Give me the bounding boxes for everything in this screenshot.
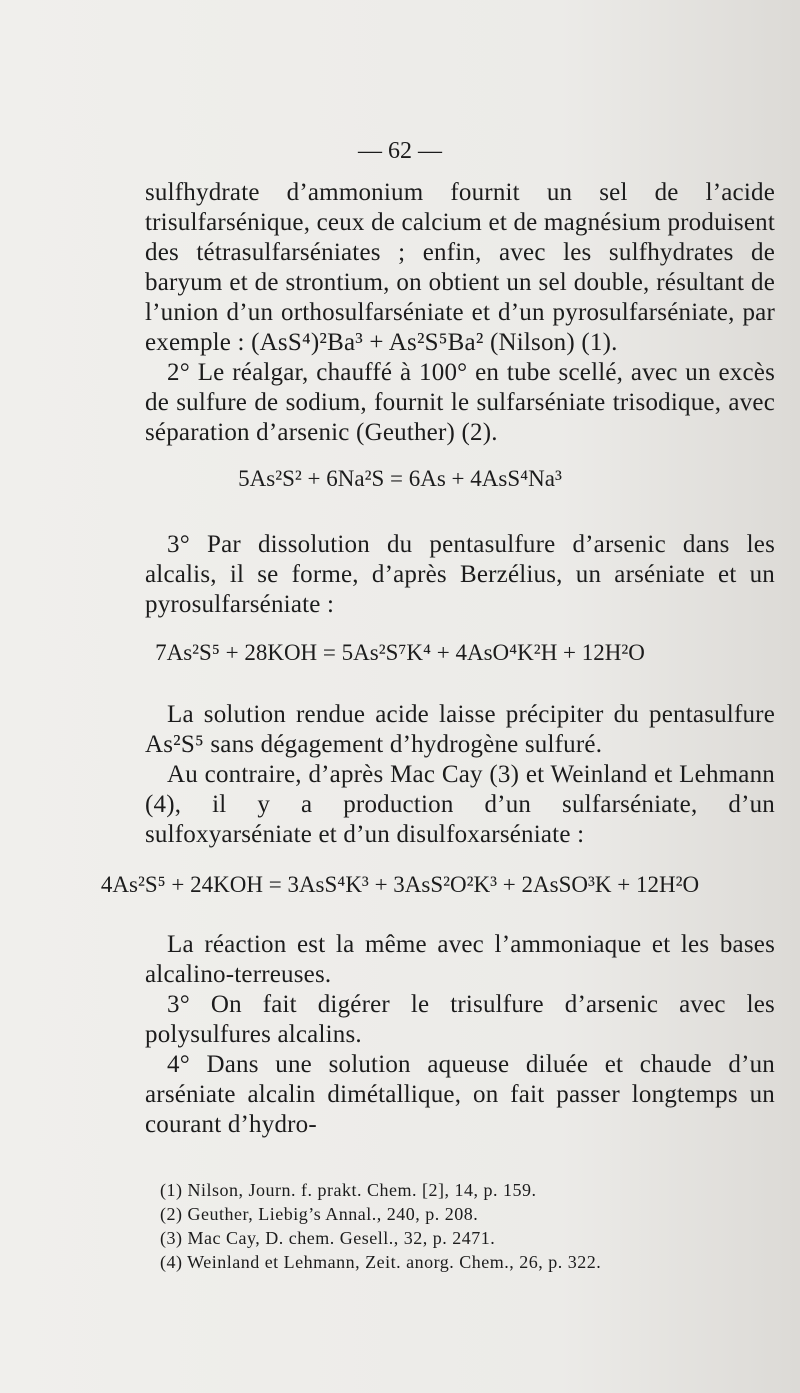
paragraph-6: La réaction est la même avec l’ammoniaque et les bases alcalino-terreuses.: [145, 931, 775, 988]
text-block-3: [145, 700, 775, 850]
paragraph-3: 3° Par dissolution du pentasulfure d’arsenic dans les alcalis, il se forme, d’après Berzélius, un arséniate et un pyrosulfarséniate :: [145, 531, 775, 618]
paragraph-4: La solution rendue acide laisse précipiter du pentasulfure As²S⁵ sans dégagement d’hydrogène sulfuré.: [145, 701, 775, 758]
text-block-4: [145, 930, 775, 1140]
text-block-2: [145, 530, 775, 620]
footnote-1: (1) Nilson, Journ. f. prakt. Chem. [2], 14, p. 159.: [160, 1180, 537, 1200]
page-number: — 62 —: [358, 138, 442, 164]
footnote-3: (3) Mac Cay, D. chem. Gesell., 32, p. 2471.: [160, 1228, 496, 1248]
paragraph-7: 3° On fait digérer le trisulfure d’arsenic avec les polysulfures alcalins.: [145, 991, 775, 1048]
equation-3: 4As²S⁵ + 24KOH = 3AsS⁴K³ + 3AsS²O²K³ + 2AsSO³K + 12H²O: [100, 872, 700, 897]
paragraph-2: 2° Le réalgar, chauffé à 100° en tube scellé, avec un excès de sulfure de sodium, fournit le sulfarséniate trisodique, avec séparation d’arsenic (Geuther) (2).: [145, 359, 775, 446]
equation-1: 5As²S² + 6Na²S = 6As + 4AsS⁴Na³: [238, 466, 562, 491]
paragraph-1: sulfhydrate d’ammonium fournit un sel de l’acide trisulfarsénique, ceux de calcium et de magnésium produisent des tétrasulfarséniates ; enfin, avec les sulfhydrates de baryum et de strontium, on obtient un sel double, résultant de l’union d’un orthosulfarséniate et d’un pyrosulfarséniate, par exemple : (AsS⁴)²Ba³ + As²S⁵Ba² (Nilson) (1).: [145, 179, 775, 356]
footnotes: [160, 1178, 760, 1274]
paragraph-8: 4° Dans une solution aqueuse diluée et chaude d’un arséniate alcalin dimétallique, on fait passer longtemps un courant d’hydro-: [145, 1051, 775, 1138]
equation-2: 7As²S⁵ + 28KOH = 5As²S⁷K⁴ + 4AsO⁴K²H + 12H²O: [155, 640, 645, 665]
paragraph-5: Au contraire, d’après Mac Cay (3) et Weinland et Lehmann (4), il y a production d’un sulfarséniate, d’un sulfoxyarséniate et d’un disulfoxarséniate :: [145, 761, 775, 848]
footnote-4: (4) Weinland et Lehmann, Zeit. anorg. Chem., 26, p. 322.: [160, 1252, 602, 1272]
text-block-1: [145, 178, 775, 448]
footnote-2: (2) Geuther, Liebig’s Annal., 240, p. 208.: [160, 1204, 479, 1224]
